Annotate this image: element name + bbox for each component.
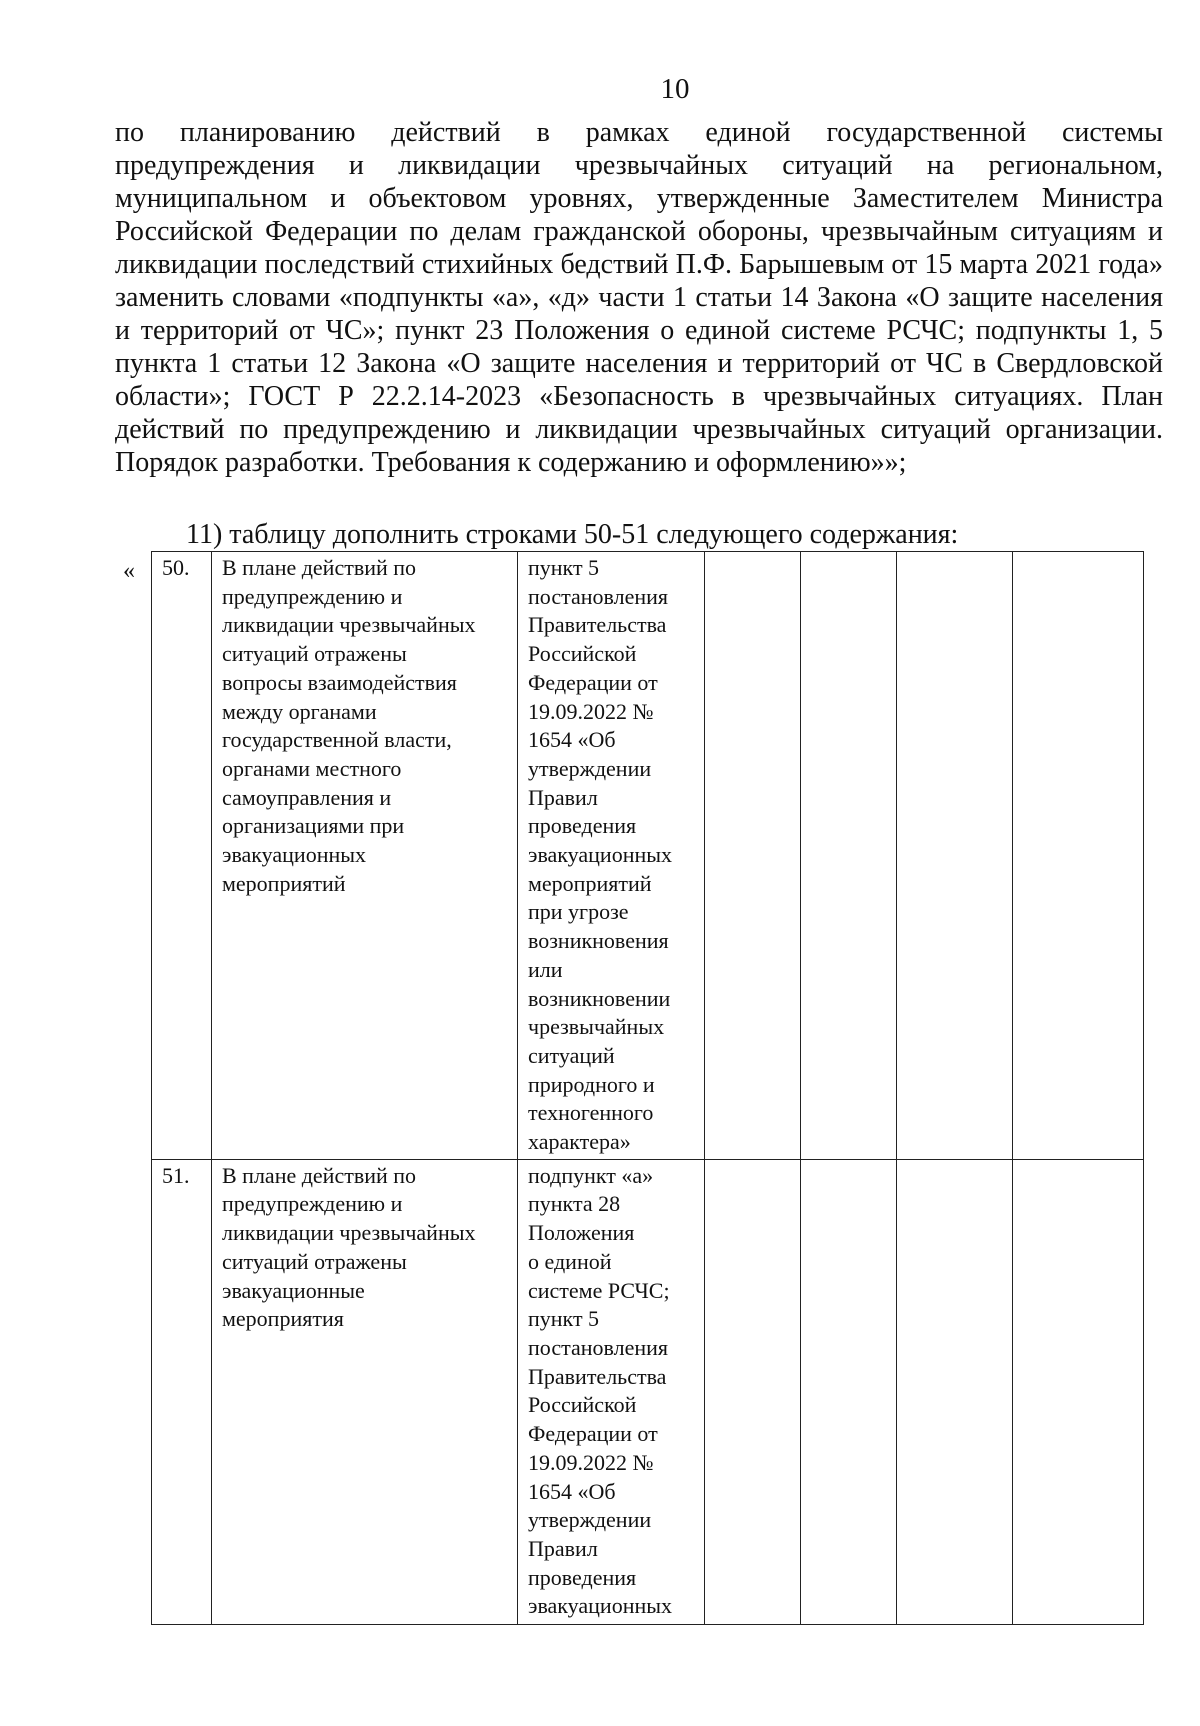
row-number-cell bbox=[152, 1159, 212, 1624]
empty-cell bbox=[801, 552, 897, 1160]
table-intro-line: 11) таблицу дополнить строками 50-51 следующего содержания: bbox=[186, 519, 959, 550]
table-row bbox=[152, 552, 1144, 1160]
opening-quote-mark: « bbox=[123, 558, 135, 584]
row-number: 51. bbox=[162, 1162, 190, 1188]
requirement-cell bbox=[212, 552, 518, 1160]
empty-cell bbox=[1013, 1159, 1144, 1624]
requirement-text: В плане действий по предупреждению и ликвидации чрезвычайных ситуаций отражены вопросы взаимодействия между органами государственной власти, органами местного самоуправления и организациями при эвакуационных мероприятий bbox=[222, 555, 476, 896]
reference-text: подпункт «а» пункта 28 Положения о единой системе РСЧС; пункт 5 постановления Правительства Российской Федерации от 19.09.2022 № 1654 «Об утверждении Правил проведения эвакуационных bbox=[528, 1162, 673, 1619]
row-number-cell bbox=[152, 552, 212, 1160]
amendment-table bbox=[151, 551, 1144, 1625]
reference-cell bbox=[518, 1159, 705, 1624]
empty-cell bbox=[705, 552, 801, 1160]
page-number: 10 bbox=[660, 73, 690, 105]
row-number: 50. bbox=[162, 555, 190, 580]
empty-cell bbox=[705, 1159, 801, 1624]
body-paragraph bbox=[115, 116, 1163, 479]
table-row bbox=[152, 1159, 1144, 1624]
empty-cell bbox=[897, 1159, 1013, 1624]
empty-cell bbox=[897, 552, 1013, 1160]
empty-cell bbox=[801, 1159, 897, 1624]
requirement-cell bbox=[212, 1159, 518, 1624]
reference-cell bbox=[518, 552, 705, 1160]
reference-text: пункт 5 постановления Правительства Российской Федерации от 19.09.2022 № 1654 «Об утверждении Правил проведения эвакуационных мероприятий при угрозе возникновения или возникновении чрезвычайных ситуаций природного и техногенного характера» bbox=[528, 555, 673, 1155]
amendment-text: по планированию действий в рамках единой государственной системы предупреждения и ликвидации чрезвычайных ситуаций на региональном, муниципальном и объектовом уровнях, утвержденные Заместителем Министра Российской Федерации по делам гражданской обороны, чрезвычайным ситуациям и ликвидации последствий стихийных бедствий П.Ф. Барышевым от 15 марта 2021 года» заменить словами «подпункты «а», «д» части 1 статьи 14 Закона «О защите населения и территорий от ЧС»; пункт 23 Положения о единой системе РСЧС; подпункты 1, 5 пункта 1 статьи 12 Закона «О защите населения и территорий от ЧС в Свердловской области»; ГОСТ Р 22.2.14-2023 «Безопасность в чрезвычайных ситуациях. План действий по предупреждению и ликвидации чрезвычайных ситуаций организации. Порядок разработки. Требования к содержанию и оформлению»»; bbox=[115, 117, 1163, 478]
empty-cell bbox=[1013, 552, 1144, 1160]
requirement-text: В плане действий по предупреждению и ликвидации чрезвычайных ситуаций отражены эвакуационные мероприятия bbox=[222, 1162, 476, 1332]
